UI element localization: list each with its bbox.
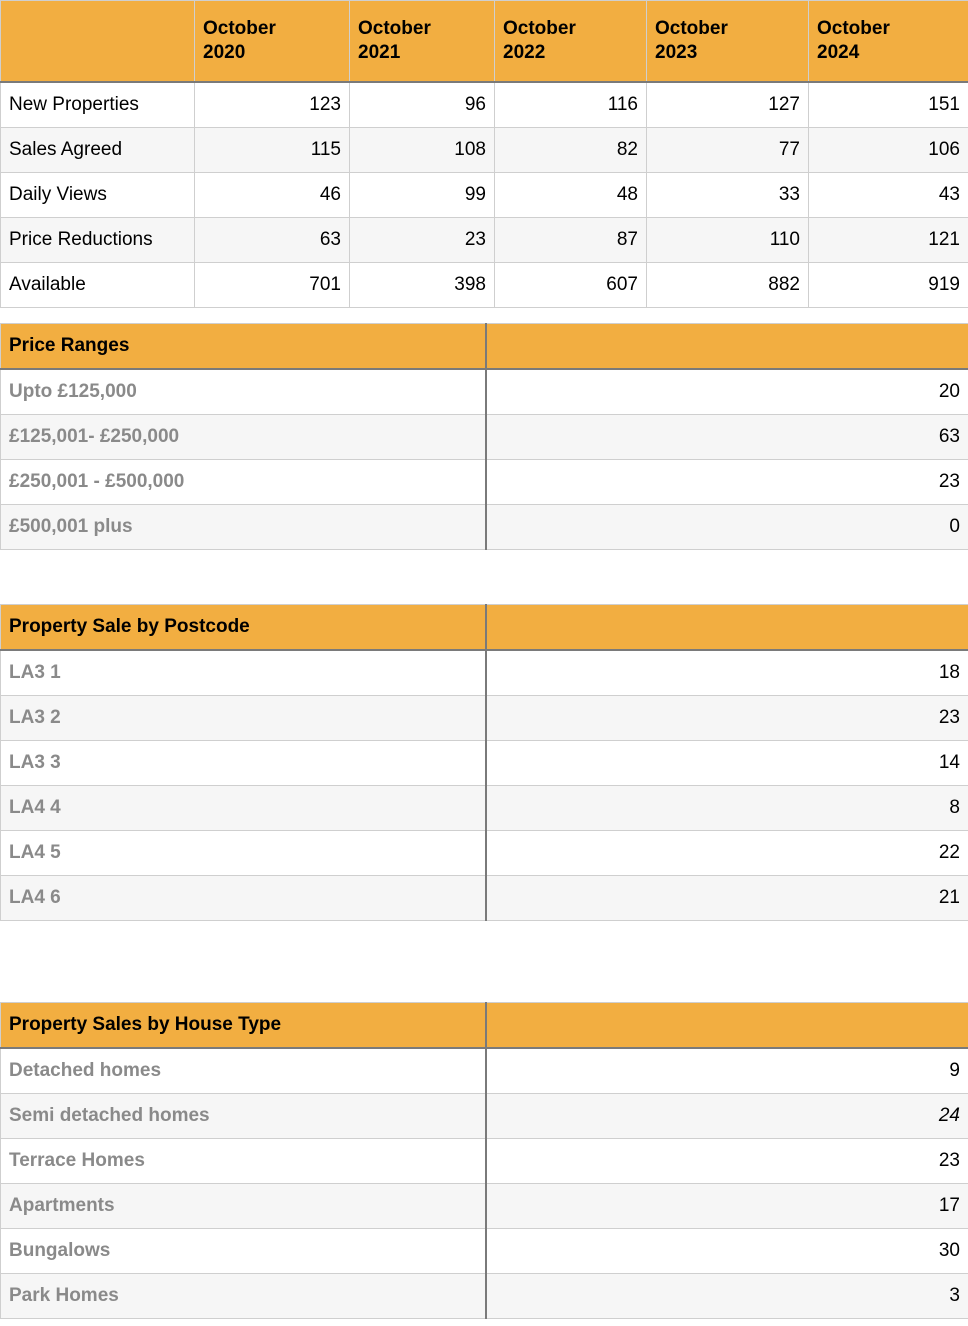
cell-value: 3 (486, 1274, 968, 1319)
row-label: Price Reductions (1, 218, 195, 263)
section-header-row (1, 605, 968, 651)
yearly-stats-table (0, 0, 968, 308)
section-header-empty (486, 1003, 968, 1049)
corner-cell (1, 1, 195, 83)
cell-value: 63 (195, 218, 350, 263)
row-label: Terrace Homes (1, 1139, 486, 1184)
cell-value: 607 (495, 263, 647, 308)
table-row (1, 460, 968, 505)
row-label: Park Homes (1, 1274, 486, 1319)
row-label: LA4 6 (1, 876, 486, 921)
cell-value: 24 (486, 1094, 968, 1139)
row-label: LA3 1 (1, 650, 486, 696)
table-row (1, 831, 968, 876)
table-row (1, 1094, 968, 1139)
table-row (1, 1229, 968, 1274)
yearly-header-row (1, 1, 968, 83)
column-header-2021: October 2021 (350, 1, 495, 83)
table-row (1, 173, 968, 218)
row-label: £125,001- £250,000 (1, 415, 486, 460)
cell-value: 108 (350, 128, 495, 173)
table-row (1, 128, 968, 173)
row-label: Semi detached homes (1, 1094, 486, 1139)
cell-value: 21 (486, 876, 968, 921)
cell-value: 18 (486, 650, 968, 696)
cell-value: 0 (486, 505, 968, 550)
row-label: LA4 5 (1, 831, 486, 876)
cell-value: 23 (486, 696, 968, 741)
cell-value: 23 (486, 1139, 968, 1184)
section-header-empty (486, 324, 968, 370)
table-row (1, 505, 968, 550)
cell-value: 9 (486, 1048, 968, 1094)
cell-value: 22 (486, 831, 968, 876)
row-label: Apartments (1, 1184, 486, 1229)
cell-value: 99 (350, 173, 495, 218)
cell-value: 17 (486, 1184, 968, 1229)
cell-value: 115 (195, 128, 350, 173)
section-header-empty (486, 605, 968, 651)
cell-value: 151 (809, 82, 968, 128)
section-header-row (1, 324, 968, 370)
cell-value: 8 (486, 786, 968, 831)
cell-value: 33 (647, 173, 809, 218)
section-title: Price Ranges (1, 324, 486, 370)
cell-value: 121 (809, 218, 968, 263)
section-title: Property Sales by House Type (1, 1003, 486, 1049)
table-row (1, 1274, 968, 1319)
table-row (1, 369, 968, 415)
table-row (1, 415, 968, 460)
table-row (1, 696, 968, 741)
cell-value: 23 (486, 460, 968, 505)
cell-value: 919 (809, 263, 968, 308)
row-label: £500,001 plus (1, 505, 486, 550)
cell-value: 882 (647, 263, 809, 308)
cell-value: 46 (195, 173, 350, 218)
section-title: Property Sale by Postcode (1, 605, 486, 651)
cell-value: 14 (486, 741, 968, 786)
row-label: £250,001 - £500,000 (1, 460, 486, 505)
cell-value: 23 (350, 218, 495, 263)
table-row (1, 650, 968, 696)
row-label: LA3 3 (1, 741, 486, 786)
cell-value: 110 (647, 218, 809, 263)
table-row (1, 1184, 968, 1229)
table-row (1, 263, 968, 308)
row-label: LA4 4 (1, 786, 486, 831)
row-label: Detached homes (1, 1048, 486, 1094)
cell-value: 87 (495, 218, 647, 263)
table-row (1, 876, 968, 921)
row-label: Available (1, 263, 195, 308)
row-label: Upto £125,000 (1, 369, 486, 415)
cell-value: 77 (647, 128, 809, 173)
row-label: Daily Views (1, 173, 195, 218)
row-label: Bungalows (1, 1229, 486, 1274)
cell-value: 96 (350, 82, 495, 128)
column-header-2023: October 2023 (647, 1, 809, 83)
table-row (1, 786, 968, 831)
cell-value: 127 (647, 82, 809, 128)
column-header-2020: October 2020 (195, 1, 350, 83)
row-label: New Properties (1, 82, 195, 128)
column-header-2022: October 2022 (495, 1, 647, 83)
cell-value: 43 (809, 173, 968, 218)
column-header-2024: October 2024 (809, 1, 968, 83)
cell-value: 398 (350, 263, 495, 308)
row-label: Sales Agreed (1, 128, 195, 173)
cell-value: 701 (195, 263, 350, 308)
section-header-row (1, 1003, 968, 1049)
postcode-table (0, 604, 968, 921)
table-row (1, 741, 968, 786)
cell-value: 123 (195, 82, 350, 128)
table-row (1, 1139, 968, 1184)
cell-value: 20 (486, 369, 968, 415)
cell-value: 106 (809, 128, 968, 173)
cell-value: 63 (486, 415, 968, 460)
cell-value: 30 (486, 1229, 968, 1274)
row-label: LA3 2 (1, 696, 486, 741)
cell-value: 82 (495, 128, 647, 173)
table-row (1, 218, 968, 263)
cell-value: 116 (495, 82, 647, 128)
house-type-table (0, 1002, 968, 1319)
cell-value: 48 (495, 173, 647, 218)
table-row (1, 82, 968, 128)
table-row (1, 1048, 968, 1094)
price-ranges-table (0, 323, 968, 550)
